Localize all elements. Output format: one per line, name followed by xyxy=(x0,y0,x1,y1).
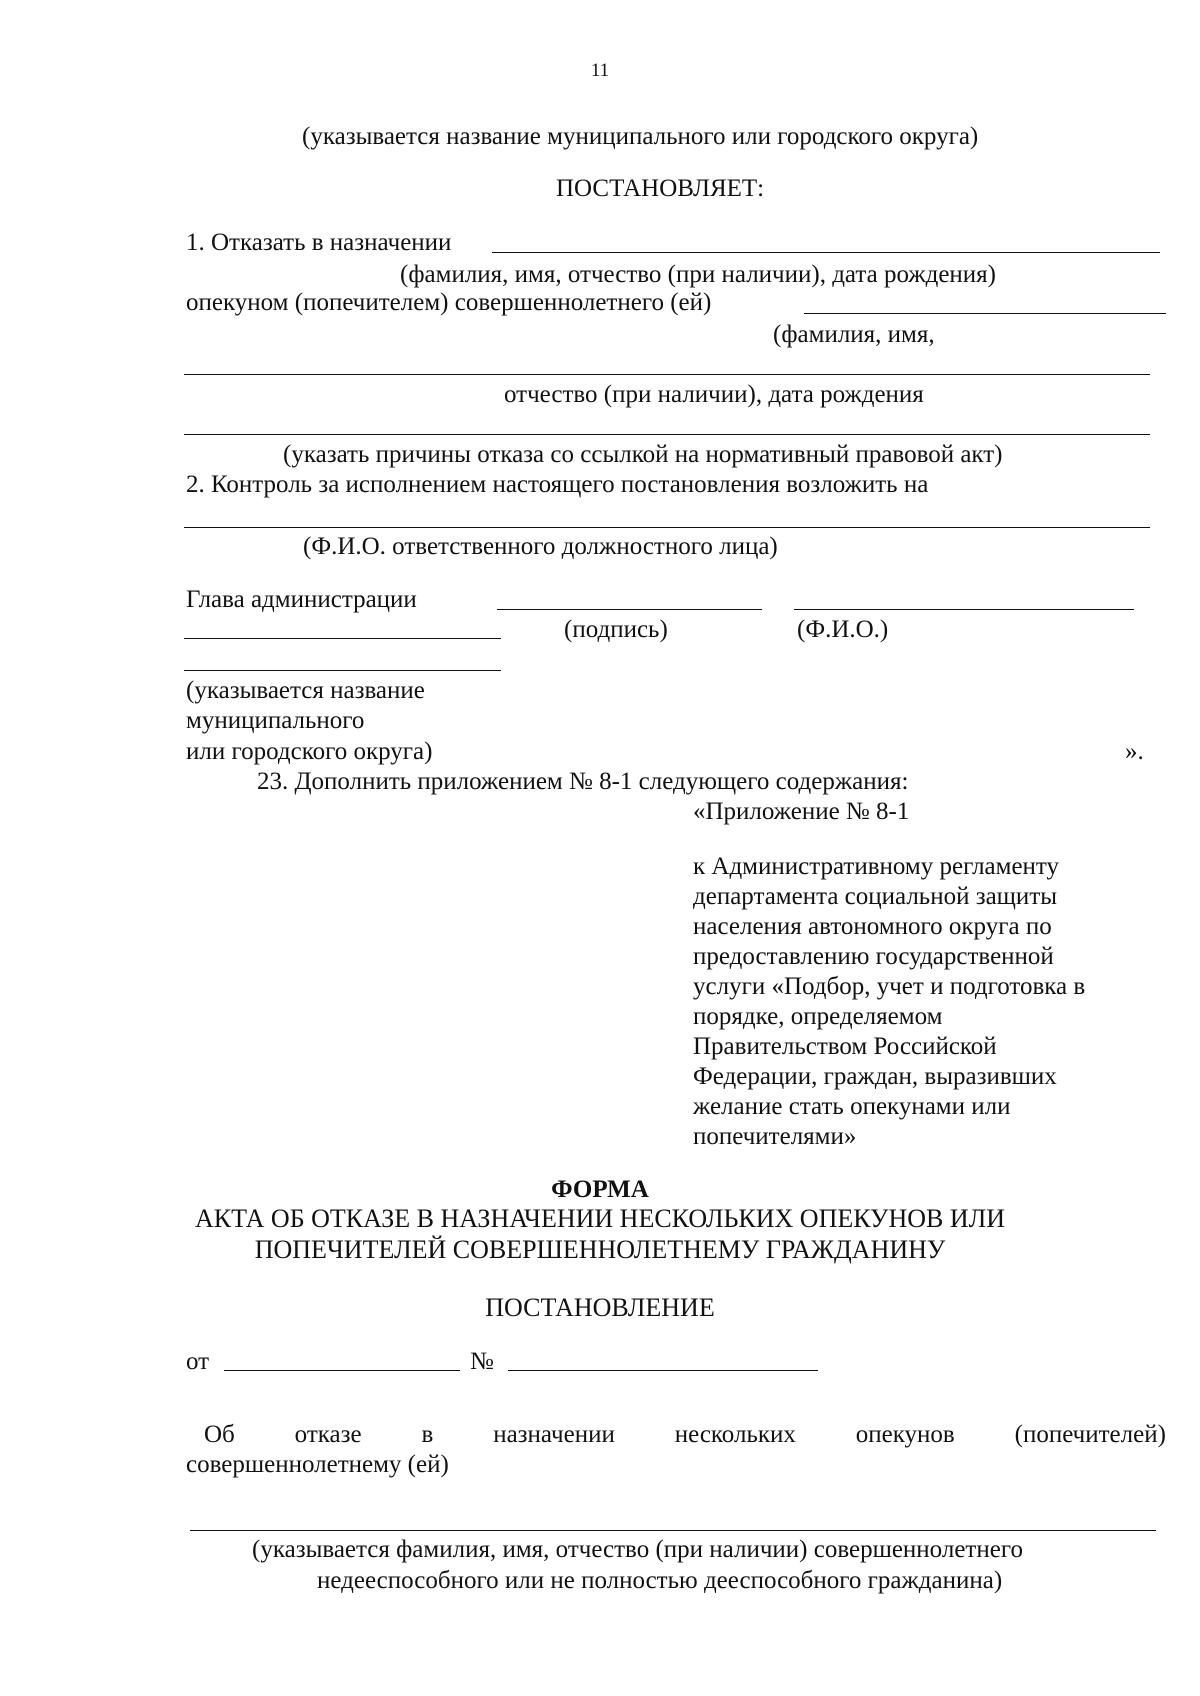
appendix-text xyxy=(693,852,1163,1152)
appendix-line: населения автономного округа по xyxy=(693,913,1052,940)
form-caption-line1: (указывается фамилия, имя, отчество (при наличии) совершеннолетнего xyxy=(252,1536,1023,1563)
fio-line xyxy=(184,374,1150,375)
responsible-line xyxy=(184,527,1150,528)
page-number xyxy=(0,60,1200,83)
appendix-line: предоставлению государственной xyxy=(693,943,1054,970)
subject-word: (попечителей) xyxy=(1014,1421,1166,1448)
municipality-line3: или городского округа) xyxy=(186,738,433,765)
reason-line xyxy=(184,434,1150,435)
appendix-line: попечителями» xyxy=(693,1123,857,1150)
form-title-wrap xyxy=(0,1203,1200,1234)
page-number-text: 11 xyxy=(590,60,610,81)
signature-caption: (подпись) xyxy=(564,616,668,643)
fio-sign-line xyxy=(794,609,1134,610)
person-line xyxy=(492,252,1160,253)
appendix-line: Правительством Российской xyxy=(693,1033,997,1060)
form-title-line2: ПОПЕЧИТЕЛЕЙ СОВЕРШЕННОЛЕТНЕМУ ГРАЖДАНИНУ xyxy=(254,1235,946,1264)
number-field-line xyxy=(508,1370,818,1371)
subject-word: опекунов xyxy=(855,1421,955,1448)
decree-wrap xyxy=(0,1292,1200,1323)
form-label-wrap xyxy=(0,1175,1200,1205)
date-field-line xyxy=(224,1370,460,1371)
item2-text: 2. Контроль за исполнением настоящего постановления возложить на xyxy=(186,471,929,498)
appendix-line: департамента социальной защиты xyxy=(693,883,1058,910)
fio-caption: (Ф.И.О.) xyxy=(797,616,889,643)
subject-line1 xyxy=(204,1420,1166,1450)
number-label: № xyxy=(470,1348,494,1375)
subject-word: назначении xyxy=(493,1421,615,1448)
municipality-caption: (указывается название муниципального или городского округа) xyxy=(302,123,979,150)
position-line xyxy=(184,638,501,639)
item1-guardian-text: опекуном (попечителем) совершеннолетнего (ей) xyxy=(186,289,712,316)
citizen-name-line xyxy=(190,1530,1156,1531)
item23-text: 23. Дополнить приложением № 8-1 следующего содержания: xyxy=(257,768,909,795)
item1-caption-reason: (указать причины отказа со ссылкой на нормативный правовой акт) xyxy=(283,441,1003,468)
appendix-line: желание стать опекунами или xyxy=(693,1093,1011,1120)
subject-word: Об xyxy=(204,1421,235,1448)
item1-caption-fio-rest: отчество (при наличии), дата рождения xyxy=(504,381,924,408)
subject-word: в xyxy=(421,1421,434,1448)
item1-caption-person: (фамилия, имя, отчество (при наличии), дата рождения) xyxy=(400,261,996,288)
decree-heading: ПОСТАНОВЛЕНИЕ xyxy=(485,1293,715,1322)
municipality-line1: (указывается название xyxy=(186,677,425,704)
item1-caption-fio-start: (фамилия, имя, xyxy=(773,321,935,348)
appendix-line: услуги «Подбор, учет и подготовка в xyxy=(693,973,1086,1000)
head-label: Глава администрации xyxy=(186,586,417,613)
item1-lead: 1. Отказать в назначении xyxy=(186,229,452,256)
signature-line xyxy=(497,609,762,610)
form-title-line1: АКТА ОБ ОТКАЗЕ В НАЗНАЧЕНИИ НЕСКОЛЬКИХ ОПЕКУНОВ ИЛИ xyxy=(194,1204,1006,1233)
from-label: от xyxy=(186,1348,210,1375)
appendix-line: порядке, определяемом xyxy=(693,1003,943,1030)
guardian-line xyxy=(804,313,1166,314)
subject-line2: совершеннолетнему (ей) xyxy=(186,1451,449,1478)
subject-word: отказе xyxy=(294,1421,362,1448)
form-caption-line2: недееспособного или не полностью дееспособного гражданина) xyxy=(317,1567,1003,1594)
position-line-2 xyxy=(184,670,501,671)
appendix-title: «Приложение № 8-1 xyxy=(693,798,910,825)
form-label: ФОРМА xyxy=(551,1176,649,1203)
item2-caption: (Ф.И.О. ответственного должностного лица) xyxy=(303,533,778,560)
subject-word: нескольких xyxy=(674,1421,796,1448)
appendix-line: Федерации, граждан, выразивших xyxy=(693,1063,1057,1090)
form-title-wrap-2 xyxy=(0,1234,1200,1265)
closing-quote: ». xyxy=(1125,738,1144,765)
appendix-line: к Административному регламенту xyxy=(693,853,1060,880)
resolves-heading: ПОСТАНОВЛЯЕТ: xyxy=(556,175,765,202)
municipality-line2: муниципального xyxy=(186,707,365,734)
